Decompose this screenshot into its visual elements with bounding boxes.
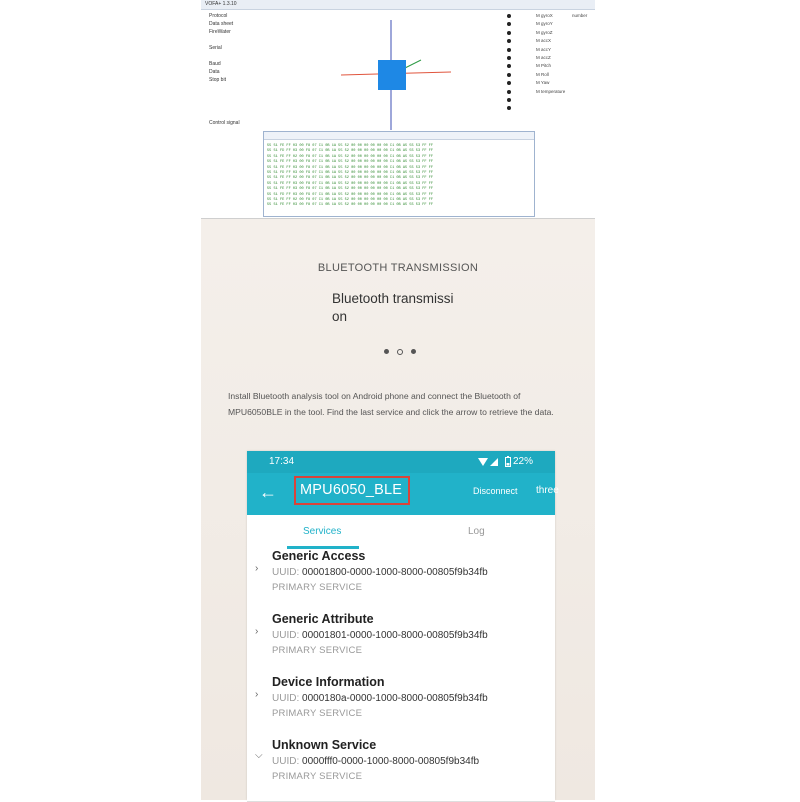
service-type: PRIMARY SERVICE — [272, 771, 363, 782]
legend-row[interactable]: M Roll — [506, 71, 586, 79]
service-name: Unknown Service — [272, 738, 377, 752]
legend-row[interactable]: M accX — [506, 37, 586, 45]
legend-row[interactable] — [506, 96, 586, 104]
left-label[interactable]: Stop bit — [209, 77, 226, 83]
hex-window-toolbar — [264, 132, 534, 140]
service-uuid: UUID: 00001801-0000-1000-8000-00805f9b34fb — [272, 630, 488, 641]
service-item-device-information[interactable] — [247, 675, 555, 739]
legend-row[interactable]: M accY — [506, 46, 586, 54]
left-label[interactable]: Serial — [209, 45, 222, 51]
left-label[interactable]: Data — [209, 69, 220, 75]
chevron-right-icon[interactable]: › — [255, 626, 259, 637]
service-type: PRIMARY SERVICE — [272, 708, 363, 719]
hex-data-window — [263, 131, 535, 217]
service-type: PRIMARY SERVICE — [272, 582, 363, 593]
carousel-dot[interactable] — [411, 349, 416, 354]
phone-status-bar — [247, 451, 555, 473]
section-subtitle: Bluetooth transmissi on — [332, 291, 454, 324]
service-item-unknown-service[interactable] — [247, 738, 555, 802]
left-label[interactable] — [209, 52, 269, 60]
tab-services[interactable]: Services — [303, 526, 342, 537]
service-name: Generic Attribute — [272, 612, 374, 626]
left-label[interactable]: FireWater — [209, 29, 231, 35]
overflow-menu-button[interactable]: three — [536, 485, 559, 496]
phone-tabs — [247, 515, 555, 551]
carousel-dot-active[interactable] — [397, 349, 403, 355]
phone-screenshot — [247, 451, 559, 800]
left-label[interactable]: Protocol — [209, 13, 228, 19]
service-name: Generic Access — [272, 549, 366, 563]
legend-row[interactable]: M gyroY — [506, 20, 586, 28]
service-uuid: UUID: 00001800-0000-1000-8000-00805f9b34fb — [272, 567, 488, 578]
control-signal-label: Control signal — [209, 120, 240, 126]
section-heading: BLUETOOTH TRANSMISSION — [317, 262, 479, 274]
legend-row[interactable]: M gyroZ — [506, 29, 586, 37]
service-uuid: UUID: 0000180a-0000-1000-8000-00805f9b34fb — [272, 693, 488, 704]
legend-row[interactable]: M Yaw — [506, 79, 586, 87]
left-label[interactable]: Data sheet — [209, 21, 234, 27]
carousel-dot[interactable] — [384, 349, 389, 354]
service-item-generic-access[interactable] — [247, 549, 555, 613]
hex-data-lines: 55 51 FE FF 03 00 F8 07 C1 0B 1A 55 52 00 00 00 00 00 00 C1 0B A5 55 53 FF FF 55 51 FD FF 03 00 F9 07 C1 0B 1A 55 52 00 00 00 00 00 00 C1 0B A5 55 53 FF FF 55 51 FE FF 02 00 F8 07 C1 0B 1A 55 52 00 00 00 00 00 00 C1 0B A5 55 53 FF FF 55 51 FE FF 03 00 F8 07 C1 0B 1A 55 52 00 00 00 00 00 00 C1 0B A5 55 53 FF FF 55 51 FE FF 03 00 F8 07 C1 0B 1A 55 52 00 00 00 00 00 00 C1 0B A5 55 53 FF FF 55 51 FD FF 03 00 F9 07 C1 0B 1A 55 52 00 00 00 00 00 00 C1 0B A5 55 53 FF FF 55 51 FE FF 02 00 F8 07 C1 0B 1A 55 52 00 00 00 00 00 00 C1 0B A5 55 53 FF FF 55 51 FE FF 03 00 F8 07 C1 0B 1A 55 52 00 00 00 00 00 00 C1 0B A5 55 53 FF FF 55 51 FE FF 03 00 F8 07 C1 0B 1A 55 52 00 00 00 00 00 00 C1 0B A5 55 53 FF FF 55 51 FD FF 03 00 F9 07 C1 0B 1A 55 52 00 00 00 00 00 00 C1 0B A5 55 53 FF FF 55 51 FE FF 02 00 F8 07 C1 0B 1A 55 52 00 00 00 00 00 00 C1 0B A5 55 53 FF FF 55 51 FE FF 03 00 F8 07 C1 0B 1A 55 52 00 00 00 00 00 00 C1 0B A5 55 53 FF FF — [267, 144, 434, 208]
chevron-right-icon[interactable]: › — [255, 563, 259, 574]
phone-app-bar — [247, 473, 559, 515]
desktop-title-bar — [201, 0, 595, 10]
left-label[interactable]: Baud — [209, 61, 221, 67]
desktop-left-panel — [209, 12, 269, 84]
battery-level: 22% — [513, 456, 534, 467]
wifi-signal-icon — [478, 457, 502, 467]
channel-legend — [506, 12, 586, 113]
carousel-dots[interactable] — [384, 347, 424, 357]
tab-log[interactable]: Log — [468, 526, 485, 537]
disconnect-button[interactable]: Disconnect — [473, 486, 518, 496]
battery-icon — [505, 456, 511, 467]
left-label[interactable] — [209, 36, 269, 44]
desktop-title: VOFA+ 1.3.10 — [205, 1, 237, 7]
chevron-right-icon[interactable]: › — [255, 689, 259, 700]
3d-cube-view — [351, 20, 431, 130]
chevron-down-icon[interactable]: ⌵ — [255, 750, 263, 761]
service-name: Device Information — [272, 675, 385, 689]
legend-row[interactable]: M temperature — [506, 88, 586, 96]
clock: 17:34 — [269, 456, 295, 467]
service-type: PRIMARY SERVICE — [272, 645, 363, 656]
legend-row[interactable]: M accZ — [506, 54, 586, 62]
back-arrow-icon[interactable]: ← — [259, 482, 277, 502]
cube-icon — [378, 60, 406, 90]
legend-row[interactable]: M gyroX number — [506, 12, 586, 20]
device-name: MPU6050_BLE — [300, 482, 403, 498]
legend-row[interactable] — [506, 104, 586, 112]
instruction-text: Install Bluetooth analysis tool on Android phone and connect the Bluetooth of MPU6050BLE in the tool. Find the last service and click the arrow to retrieve the data. — [228, 391, 554, 417]
service-uuid: UUID: 0000fff0-0000-1000-8000-00805f9b34fb — [272, 756, 480, 767]
service-item-generic-attribute[interactable] — [247, 612, 555, 676]
desktop-screenshot — [201, 0, 595, 219]
legend-row[interactable]: M Pitch — [506, 62, 586, 70]
